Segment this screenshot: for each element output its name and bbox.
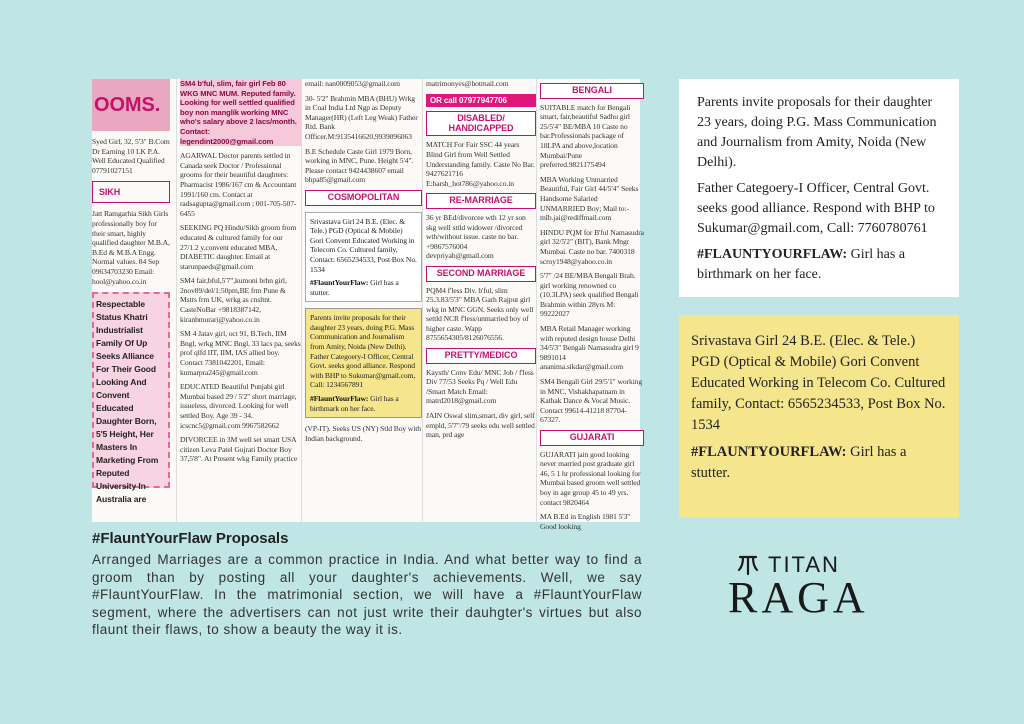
classified-ad: AGARWAL Doctor parents settled in Canada seek Doctor / Professional grooms for their beautiful daughters: Pharmacist 1986/167 cm & Accountant 1991/160 cm. Contact at radsagupta@gmail.com ; 001-705-507-6455 [180,151,297,218]
newspaper-matrimonial-section [92,79,644,531]
pretty-medico-section-header: PRETTY/MEDICO [426,348,536,364]
classified-ad: DIVORCEE in 3M well set smart USA citizen Leva Patel Gujrati Doctor Boy 37,5'8". At Present wkg Family practice [180,435,298,464]
column-header-text: email: nan0009053@gmail.com [305,79,400,88]
birthmark-ad-text: Parents invite proposals for their daughter 23 years, doing P.G. Mass Communication and Journalism from Amity, Noida (New Delhi). Father Categoery-I Officer, Central Govt. seeks good alliance. Respond with BHP to Sukumar@gmail.com, Call: 1234567891 [310,313,416,390]
campaign-title: #FlauntYourFlaw Proposals [92,530,289,547]
classified-ad: MATCH For Fair SSC 44 years Blind Girl from Well Settled Understanding family. Caste No Bar. 9427621716 E:harsh_hot786@yahoo.co.in [426,140,535,188]
news-column-1 [92,79,170,522]
classified-ad: B.E Schedule Caste Girl 1979 Born, working in MNC, Pune. Height 5'4". Please contact 9424438607 email bhpa85@gmail.com [305,146,414,185]
classified-ad: PQM4 f'less Div. b'ful, slim 25.3.83/5'3" MBA Garh Rajput girl wkg in MNC GGN. Seeks only well settld NCR f'less/unmarried boy of higher caste. Wapp 8755654305/8126076556. [426,285,534,343]
column-header-email: matrimonyes@hotmail.com [426,79,509,88]
flaw-hashtag: #FLAUNTYOURFLAW: [691,444,847,460]
flaw-text: Girl has a birthmark on her face. [697,247,906,282]
stutter-ad-enlarged [679,315,959,518]
news-column-2 [176,79,302,522]
remarriage-section-header: RE-MARRIAGE [426,193,536,209]
bengali-section-header: BENGALI [540,83,644,99]
classified-ad: Kaysth/ Conv Edu/ MNC Job / f'less Div 77/53 Seeks Pq / Well Edu /Smart Match Email: matrd2018@gmail.com [426,367,534,406]
raga-brand-text: RAGA [728,573,869,622]
classified-ad: MBA Retail Manager working with reputed design house Delhi 34/5'3" Bengali Namasudra girl 9 9891014 ananima.sikdar@gmail.com [540,324,639,372]
flaw-text: Girl has a birthmark on her face. [310,394,399,413]
classified-ad: SEEKING PQ Hindu/Sikh groom from educated & cultured family for our 27/1.2 y.convent educated MBA, DIABETIC daughter. Email at starunpaeds@gmail.com [180,223,297,271]
classified-ad: 36 yr BEd/divorcee wth 12 yr son skg well sttld widower /divorced wth/without issue. caste no bar. +9867576004 devpriyab@gmail.com [426,212,526,261]
stutter-ad-inset [305,212,422,303]
classified-ad: JAIN Oswal slim,smart, div girl, self empld, 5'7"/79 seeks edu well settled man, prd age [426,411,535,440]
classified-ad: SM4 Bengali Girl 29/5'1" working in MNC, Vishakhapatnam in Kathak Dance & Vocal Music. Contact 99614-41218 87704-67327. [540,377,643,425]
birthmark-ad-enlarged [679,79,959,297]
grooms-section-header: OOMS. [92,79,170,131]
ad-body: Srivastava Girl 24 B.E. (Elec. & Tele.) PGD (Optical & Mobile) Gori Convent Educated Working in Telecom Co. Cultured family, Contact: 6565234533, Post Box No. 1534 [691,333,946,433]
classified-ad: (VP-IT). Seeks US (NY) Stld Boy with Indian background. [305,424,421,443]
gujarati-section-header: GUJARATI [540,430,644,446]
classified-ad: Syed Girl, 32, 5'3" B.Com Dr Earning 10 LK P.A. Well Educated Qualified 07791027151 [92,137,170,175]
birthmark-ad-inset [305,308,422,418]
classified-ad: SM4 fair,bful,5'7",kumoni brhn girl, 2nov89/del/1:50pm,BE frm Pune & Mstrs frm UK, wrkg as cnsltnt. CasteNoBar +9818387142, kiranbmurari@yahoo.co.in [180,276,287,324]
stutter-ad-text: Srivastava Girl 24 B.E. (Elec. & Tele.) PGD (Optical & Mobile) Gori Convent Educated Working in Telecom Co. Cultured family, Contact: 6565234533, Post Box No. 1534 [310,216,417,274]
news-column-5 [536,79,644,531]
call-banner: OR call 07977947706 [426,94,536,108]
titan-raga-logo [728,553,898,627]
titan-brand-text: TITAN [768,552,840,577]
classified-ad: 30- 5'2" Brahmin MBA (BHU) Wrkg in Coal India Ltd Ngp as Deputy Manager(HR) (Left Leg Weak) Father Rtd. Bank Officer.M:9135416620,9939096063 [305,93,418,141]
classified-ad: HINDU PQM for B'ful Namasudra girl 32/5'2" (BIT), Bank Mngr Mumbai. Caste no bar. 7400318 scroy1948@yahoo.co.in [540,227,644,266]
flaw-text: Girl has a stutter. [691,444,907,481]
ad-body-2: Father Categoery-I Officer, Central Govt. seeks good alliance. Respond with BHP to Sukumar@gmail.com, Call: 7760780761 [697,181,935,236]
cosmopolitan-section-header: COSMOPOLITAN [305,190,422,206]
classified-ad: EDUCATED Beautiful Punjabi girl Mumbai based 29 / 5'2" short marriage, issueless, divorced. Looking for well settled Boy. Age 39 - 34. icscnc5@gmail.com 9967582662 [180,382,297,430]
news-column-3 [301,79,422,522]
campaign-description: Arranged Marriages are a common practice in India. And what better way to find a groom than by posting all your daughter's achievements. Well, we say #FlauntYourFlaw. In the matrimonial section, we will have a #FlauntYourFlaw segment, where the advertisers can not just write their dauhgter's virtues but also flaunt their flaws, to show a beauty the way it is. [92,552,642,637]
disabled-section-header: DISABLED/ HANDICAPPED [426,111,536,136]
flaw-hashtag: #FlauntYourFlaw: [310,278,369,288]
flaw-text: Girl has a stutter. [310,278,399,297]
ad-body: Parents invite proposals for their daughter 23 years, doing P.G. Mass Communication and Journalism from Amity, Noida (New Delhi). [697,95,937,170]
news-column-4 [422,79,536,522]
classified-ad: SUITABLE match for Bengali smart, fair,beautiful Sadhu girl 25/5'4" BE/MBA 10 Caste no bar.Professionals package of 18LPA and above,location Mumbai/Pune preferred.9821175494 [540,102,631,170]
classified-ad: 5'7" /24 BE/MBA Bengali Brah. girl working renowned co (10.3LPA) seek qualified Bengali Brahmin within 28yrs M: 99222027 [540,271,639,319]
flaw-hashtag: #FLAUNTYOURFLAW: [697,247,848,262]
classified-ad: SM 4 Jatav girl, oct 91, B.Tech, IIM Bngl, wrkg MNC Bngl, 33 lacs pa, seeks prof qlfd IIT, IIM, IAS allied boy. Contact 7381042201, Email: kumarpra245@gmail.com [180,329,301,377]
sikh-section-header: SIKH [92,181,170,203]
industrialist-ad: Respectable Status Khatri Industrialist Family Of Up Seeks Alliance For Their Good Looking And Convent Educated Daughter Born, 5'5 Height, Her Masters In Marketing From Reputed University In Australia are [92,292,170,488]
classified-ad: MA B.Ed in English 1981 5'3" Good looking [540,512,631,531]
flaw-hashtag: #FlauntYourFlaw: [310,394,369,404]
second-marriage-section-header: SECOND MARRIAGE [426,266,536,282]
classified-ad: Jatt Ramgarhia Sikh Girls professionally boy for their smart, highly qualified daughter M.B.A, B.Ed & M.B.A Engg. Normal values. 84 Sep 09634703230 Email: hool@yahoo.co.in [92,209,170,286]
classified-ad: MBA Working Unmarried Beautiful, Fair Girl 44/5'4" Seeks Handsome Salaried UNMARRIED Boy; Mail to:- mlb.jai@rediffmail.com [540,174,639,223]
classified-ad: GUJARATI jain good looking never married post graduate girl 46, 5 1 hr professional looking for Mumbai based groom well settled boy in age group 45 to 49 yrs. contact 9820464 [540,449,641,507]
classified-ad-highlight: SM4 b'ful, slim, fair girl Feb 80 WKG MNC MUM. Reputed family. Looking for well settled qualified boy non manglik working MNC who's salary above 2 lacs/month. Contact: legendint2000@gmail.com [180,79,302,146]
